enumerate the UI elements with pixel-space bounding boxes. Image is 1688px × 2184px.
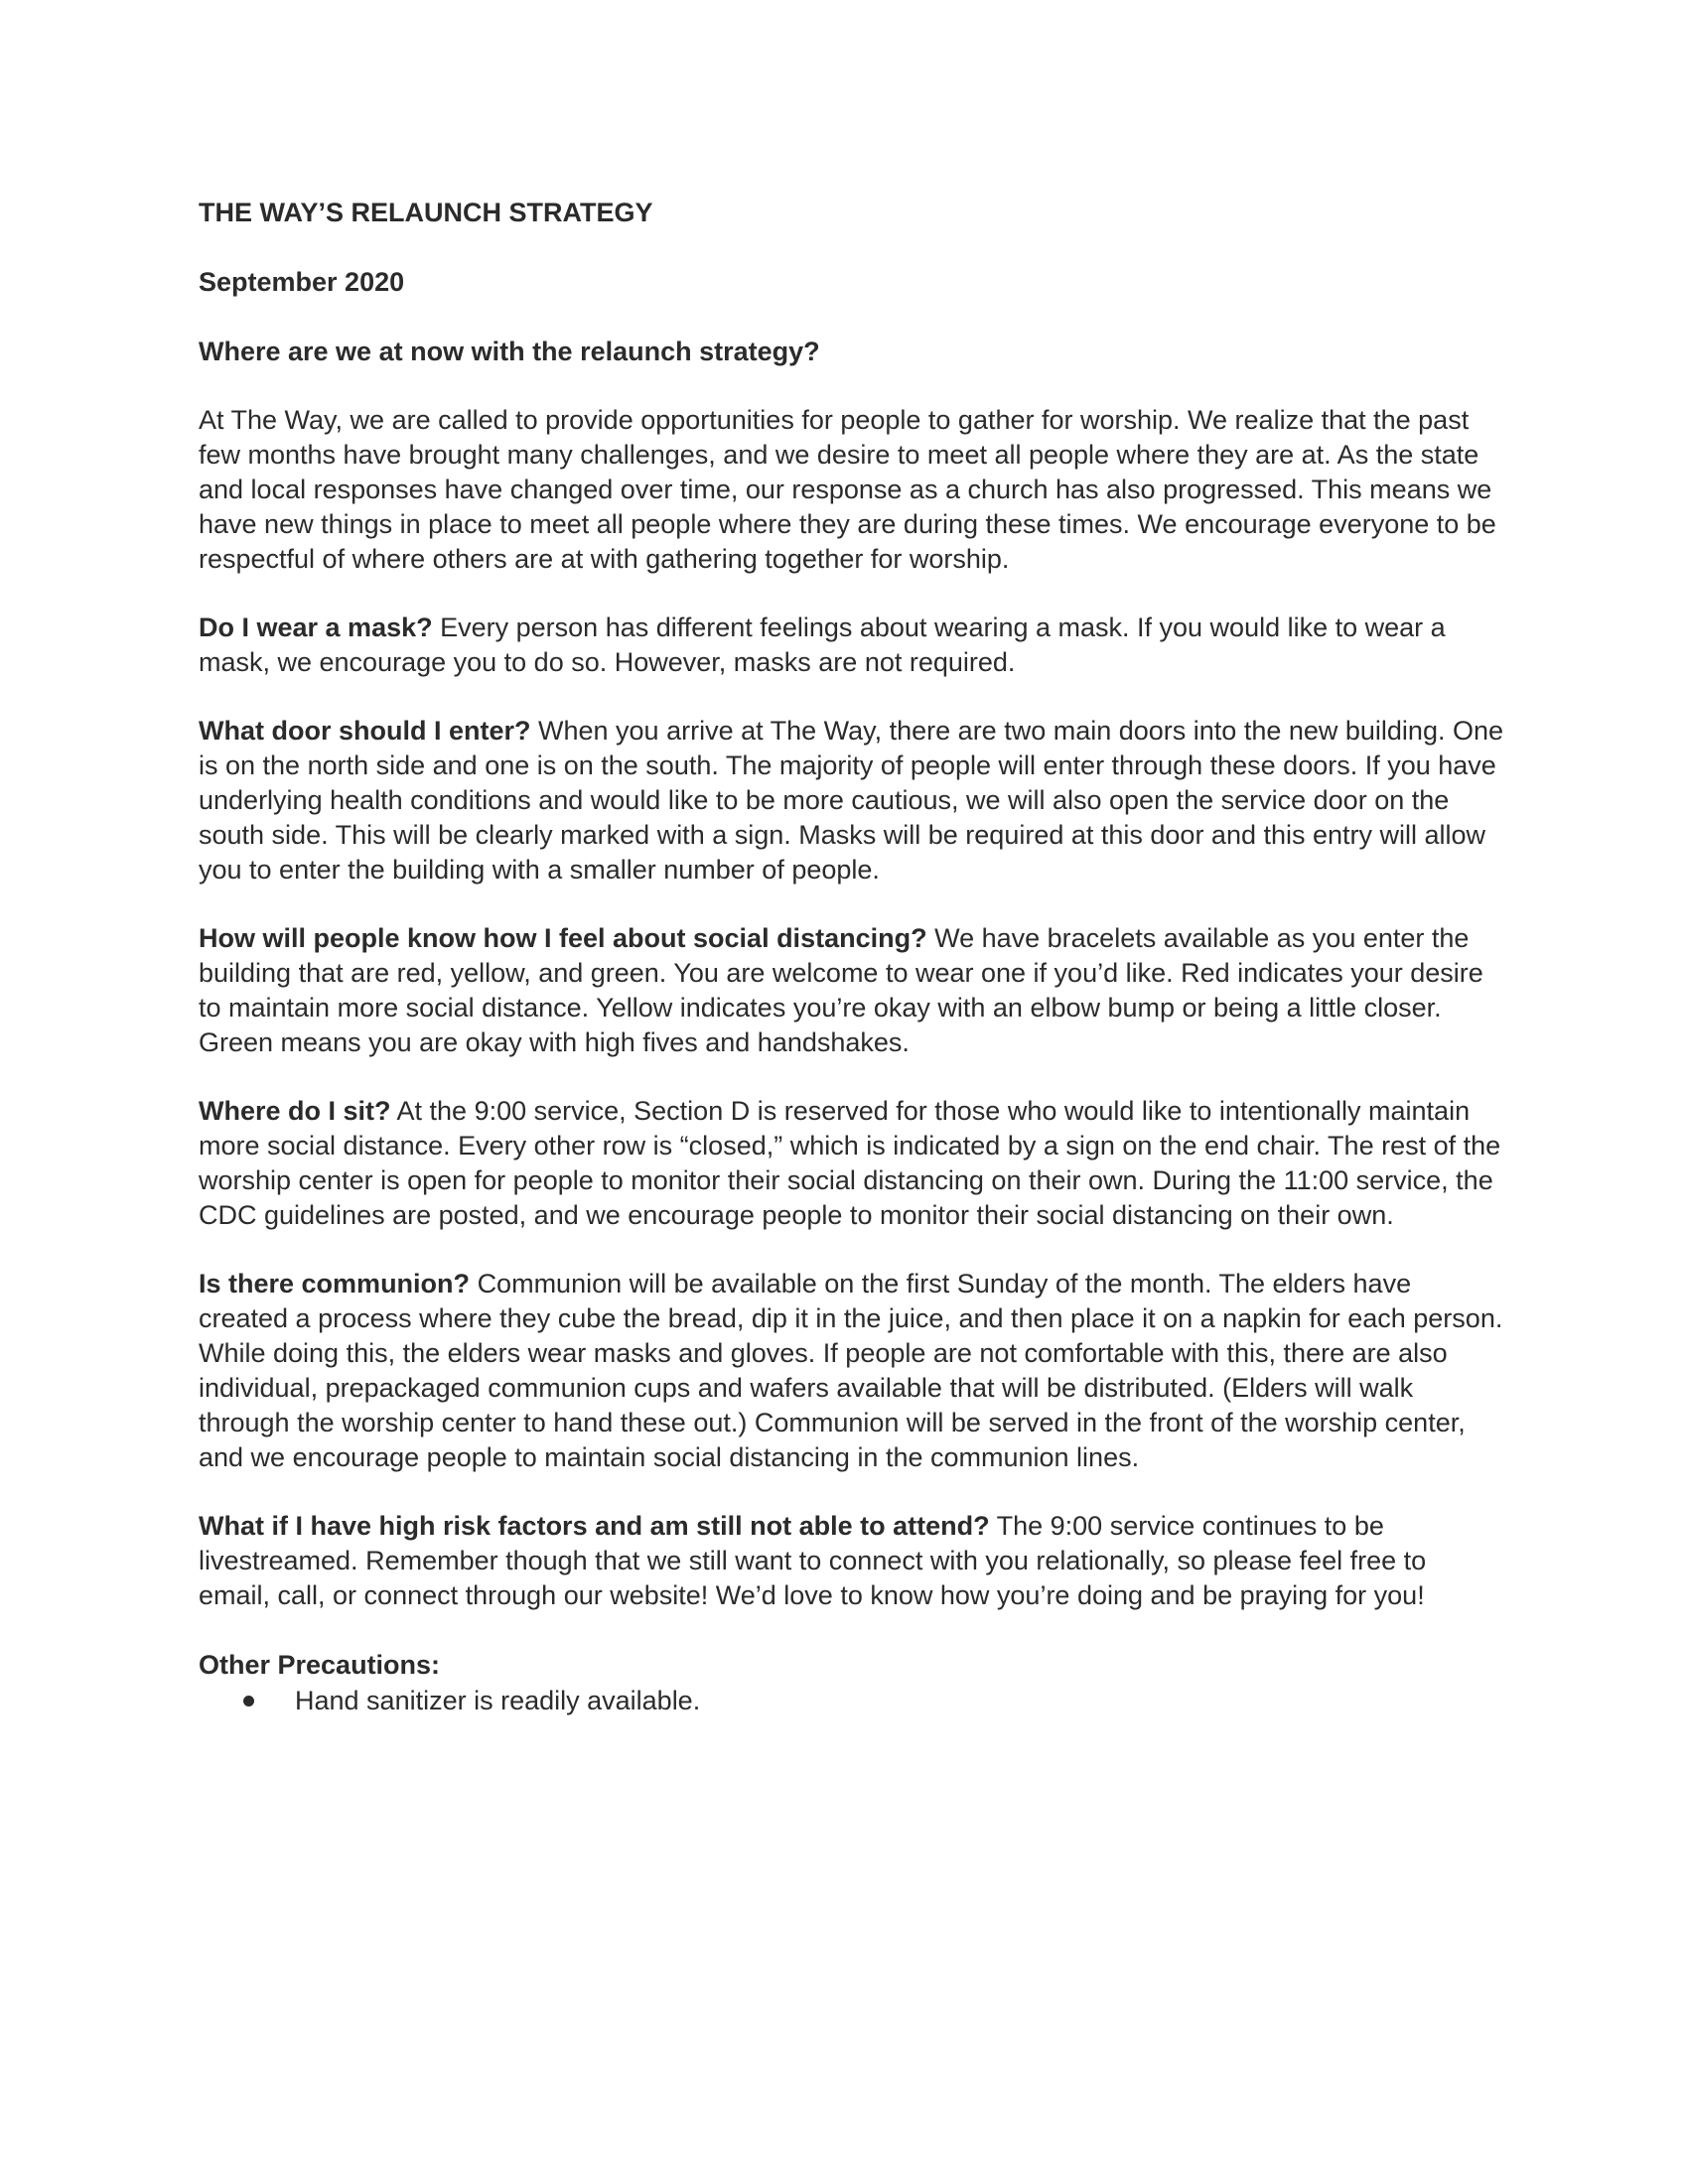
- faq-question: Is there communion?: [199, 1269, 471, 1298]
- document-page: [199, 195, 1504, 1718]
- faq-question: Do I wear a mask?: [199, 613, 433, 642]
- faq-answer: The 9:00 service continues to be livestreamed. Remember though that we still want to connect with you relationally, so please feel free to email, call, or connect through our website! We’d love to know how you’re doing and be praying for you!: [199, 1511, 1427, 1610]
- faq-answer: At the 9:00 service, Section D is reserved for those who would like to intentionally maintain more social distance. Every other row is “closed,” which is indicated by a sign on the end chair. The rest of the worship center is open for people to monitor their social distancing on their own. During the 11:00 service, the CDC guidelines are posted, and we encourage people to monitor their social distancing on their own.: [199, 1096, 1501, 1230]
- precautions-heading: Other Precautions:: [199, 1650, 441, 1680]
- faq-question: How will people know how I feel about social distancing?: [199, 923, 927, 953]
- document-title: THE WAY’S RELAUNCH STRATEGY: [199, 198, 653, 227]
- faq-communion: [199, 1267, 1504, 1475]
- precaution-text: Hand sanitizer is readily available.: [295, 1686, 701, 1715]
- bullet-icon: [243, 1696, 254, 1706]
- faq-high-risk: [199, 1509, 1504, 1613]
- intro-heading: Where are we at now with the relaunch strategy?: [199, 337, 820, 366]
- faq-question: What if I have high risk factors and am still not able to attend?: [199, 1511, 990, 1541]
- faq-question: What door should I enter?: [199, 716, 531, 746]
- faq-door: [199, 714, 1504, 887]
- faq-social-distancing: [199, 921, 1504, 1060]
- faq-question: Where do I sit?: [199, 1096, 391, 1126]
- document-date: September 2020: [199, 267, 405, 297]
- faq-answer: Communion will be available on the first Sunday of the month. The elders have created a process where they cube the bread, dip it in the juice, and then place it on a napkin for each person. While doing this, the elders wear masks and gloves. If people are not comfortable with this, there are also individual, prepackaged communion cups and wafers available that will be distributed. (Elders will walk through the worship center to hand these out.) Communion will be served in the front of the worship center, and we encourage people to maintain social distancing in the communion lines.: [199, 1269, 1503, 1472]
- list-item: [243, 1683, 1504, 1718]
- faq-mask: [199, 611, 1504, 680]
- faq-answer: When you arrive at The Way, there are two main doors into the new building. One is on the north side and one is on the south. The majority of people will enter through these doors. If you have underlying health conditions and would like to be more cautious, we will also open the service door on the south side. This will be clearly marked with a sign. Masks will be required at this door and this entry will allow you to enter the building with a smaller number of people.: [199, 716, 1503, 885]
- faq-answer: We have bracelets available as you enter the building that are red, yellow, and green. You are welcome to wear one if you’d like. Red indicates your desire to maintain more social distance. Yellow indicates you’re okay with an elbow bump or being a little closer. Green means you are okay with high fives and handshakes.: [199, 923, 1483, 1057]
- precautions-list: [199, 1683, 1504, 1718]
- intro-paragraph: At The Way, we are called to provide opportunities for people to gather for worship. We realize that the past few months have brought many challenges, and we desire to meet all people where they are at. As the state and local responses have changed over time, our response as a church has also progressed. This means we have new things in place to meet all people where they are during these times. We encourage everyone to be respectful of where others are at with gathering together for worship.: [199, 405, 1496, 574]
- faq-answer: Every person has different feelings about wearing a mask. If you would like to wear a mask, we encourage you to do so. However, masks are not required.: [199, 613, 1446, 677]
- faq-seating: [199, 1094, 1504, 1233]
